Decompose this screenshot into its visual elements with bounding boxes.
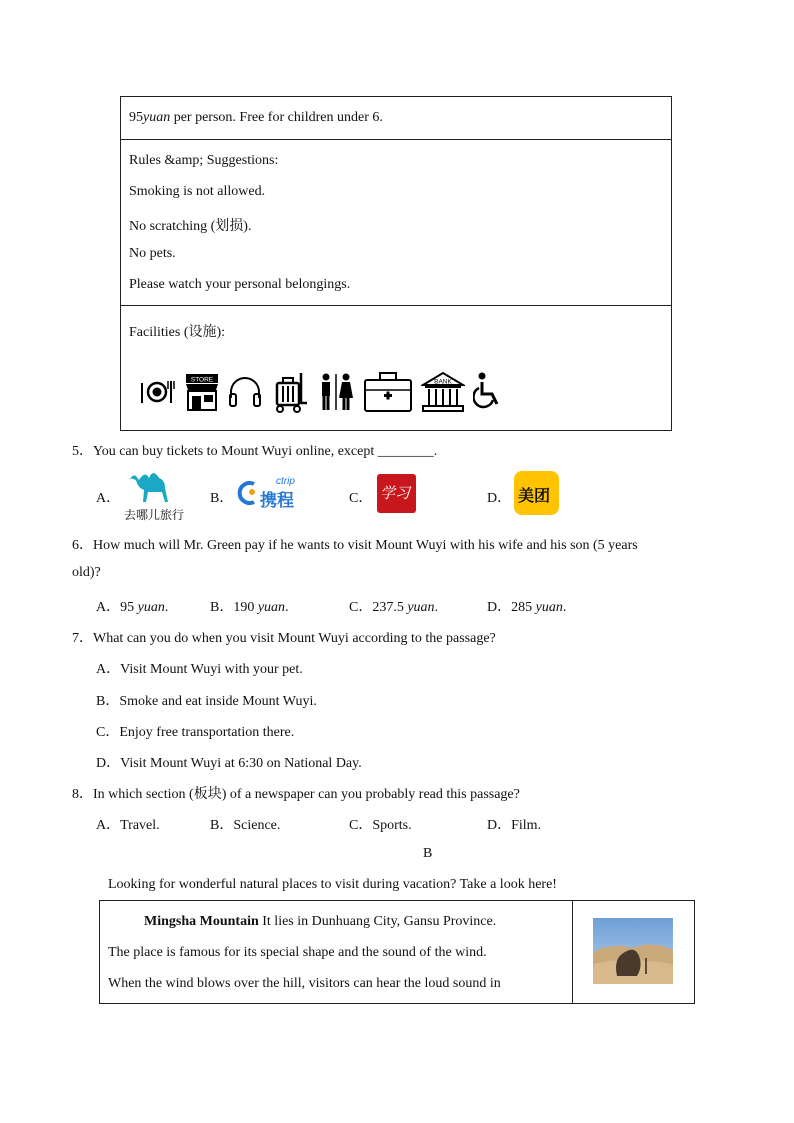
- meituan-logo: [514, 471, 559, 515]
- question-5: 5．You can buy tickets to Mount Wuyi online, except ________.: [72, 444, 438, 459]
- store-icon: [185, 372, 219, 412]
- q8-option-b: B．Science.: [210, 818, 281, 833]
- wheelchair-icon: [473, 372, 507, 412]
- q7-option-a: A．Visit Mount Wuyi with your pet.: [96, 662, 303, 677]
- q5-option-b: B．: [210, 491, 234, 506]
- q8-option-d: D．Film.: [487, 818, 542, 833]
- place-line-2: The place is famous for its special shape and the sound of the wind.: [108, 945, 487, 960]
- q7-option-c: C．Enjoy free transportation there.: [96, 725, 295, 740]
- rule-item: Please watch your personal belongings.: [129, 277, 351, 292]
- question-7: 7．What can you do when you visit Mount Wuyi according to the passage?: [72, 631, 496, 646]
- question-8: 8．In which section (板块) of a newspaper can you probably read this passage?: [72, 787, 520, 802]
- q7-option-b: B．Smoke and eat inside Mount Wuyi.: [96, 694, 317, 709]
- qunar-label: 去哪儿旅行: [124, 508, 185, 522]
- rules-title: Rules &amp; Suggestions:: [129, 153, 279, 168]
- ctrip-small-label: ctrip: [276, 476, 295, 487]
- question-6-line1: 6．How much will Mr. Green pay if he wants to visit Mount Wuyi with his wife and his son (5 years: [72, 538, 638, 553]
- first-aid-icon: [363, 371, 413, 413]
- box-divider: [572, 901, 573, 1003]
- park-info-table: [120, 96, 672, 431]
- q7-option-d: D．Visit Mount Wuyi at 6:30 on National Day.: [96, 756, 362, 771]
- q8-option-a: A．Travel.: [96, 818, 160, 833]
- q5-option-c: C．: [349, 491, 373, 506]
- desert-photo-image: [593, 918, 673, 984]
- question-6-line2: old)?: [72, 565, 101, 580]
- place-line-3: When the wind blows over the hill, visitors can hear the loud sound in: [108, 976, 501, 991]
- bank-icon: [421, 371, 465, 413]
- luggage-icon: [271, 371, 309, 413]
- q6-option-c: C．237.5 yuan.: [349, 600, 439, 615]
- price-unit: yuan: [143, 110, 171, 125]
- rule-item: No pets.: [129, 246, 176, 261]
- facilities-title: Facilities (设施):: [129, 325, 226, 340]
- rule-item: Smoking is not allowed.: [129, 184, 266, 199]
- xuexi-logo: [377, 474, 416, 513]
- meituan-label: 美团: [518, 486, 551, 505]
- q5-option-a: A．: [96, 491, 121, 506]
- ctrip-label: 携程: [260, 491, 294, 511]
- svg-text:STORE: STORE: [190, 376, 214, 384]
- place-line-1: Mingsha Mountain It lies in Dunhuang City, Gansu Province.: [144, 914, 497, 929]
- price-row: [121, 97, 671, 140]
- place-name: Mingsha Mountain: [144, 914, 259, 929]
- restaurant-icon: [139, 377, 177, 407]
- facility-icons: [139, 371, 507, 413]
- q6-option-d: D．285 yuan.: [487, 600, 567, 615]
- camel-icon: [122, 466, 190, 504]
- restroom-icon: [317, 372, 355, 412]
- price-text: 95yuan per person. Free for children under 6.: [129, 110, 383, 125]
- q5-option-d: D．: [487, 491, 512, 506]
- section-intro: Looking for wonderful natural places to visit during vacation? Take a look here!: [108, 877, 557, 892]
- qunar-logo: [122, 466, 190, 522]
- q6-option-b: B．190 yuan.: [210, 600, 289, 615]
- xuexi-label: 学习: [380, 484, 411, 502]
- rules-row: [121, 139, 671, 306]
- section-letter: B: [423, 846, 433, 861]
- place-box: [99, 900, 695, 1004]
- mingsha-photo: [593, 918, 673, 984]
- ctrip-logo: [236, 476, 316, 510]
- audio-guide-icon: [227, 374, 263, 410]
- svg-text:BANK: BANK: [434, 378, 452, 386]
- q8-option-c: C．Sports.: [349, 818, 412, 833]
- q6-option-a: A．95 yuan.: [96, 600, 169, 615]
- rule-item: No scratching (划损).: [129, 219, 252, 234]
- dolphin-icon: [236, 480, 258, 506]
